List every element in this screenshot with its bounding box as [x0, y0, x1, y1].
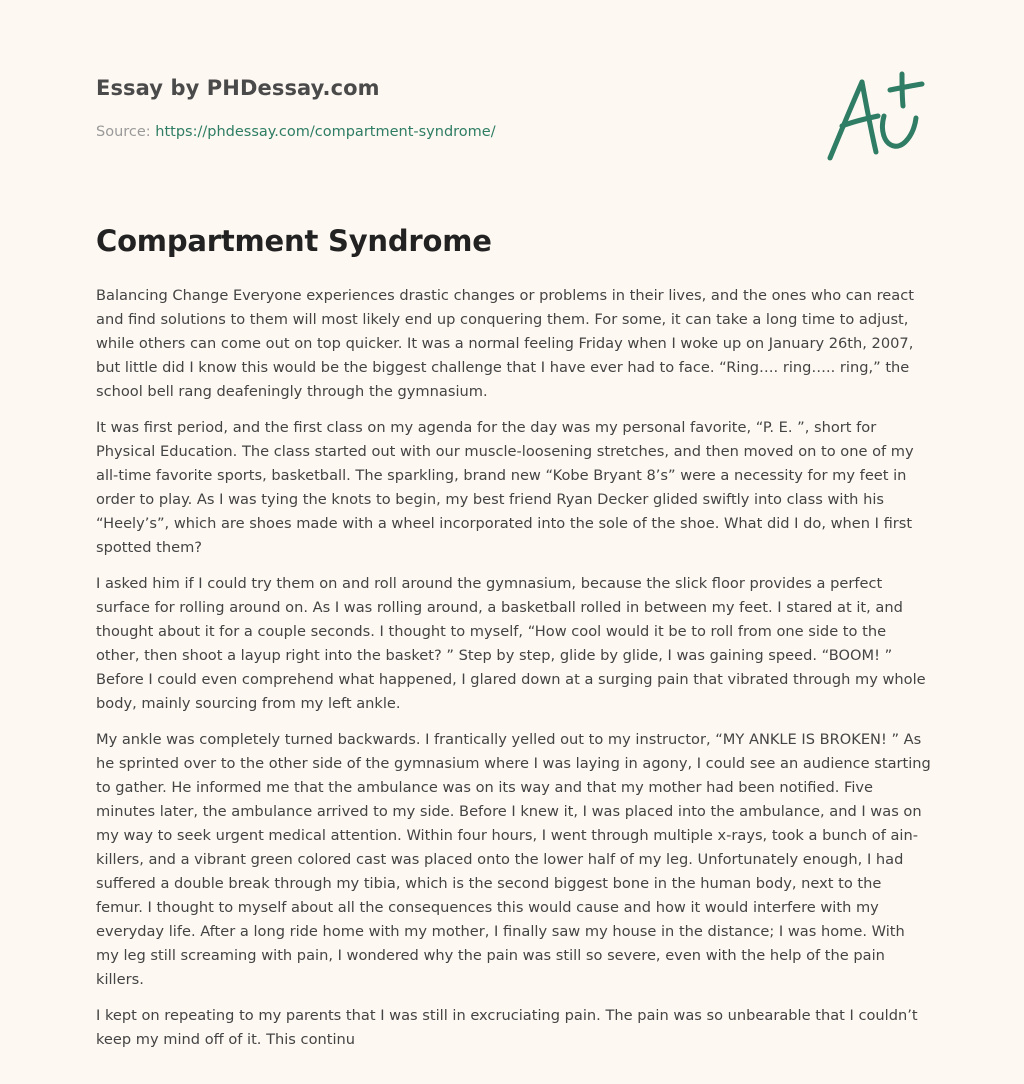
site-brand: Essay by PHDessay.com — [96, 76, 380, 100]
essay-paragraph: It was first period, and the first class on my agenda for the day was my personal favorite, “P. E. ”, short for Physical Education. The class started out with our muscle-loosening stretches, and then moved on to one of my all-time favorite sports, basketball. The sparkling, brand new “Kobe Bryant 8’s” were a necessity for my feet in order to play. As I was tying the knots to begin, my best friend Ryan Decker glided swiftly into class with his “Heely’s”, which are shoes made with a wheel incorporated into the sole of the shoe. What did I do, when I first spotted them? — [96, 419, 914, 556]
essay-paragraph: Balancing Change Everyone experiences drastic changes or problems in their lives, and the ones who can react and find solutions to them will most likely end up conquering them. For some, it can take a long time to adjust, while others can come out on top quicker. It was a normal feeling Friday when I woke up on January 26th, 2007, but little did I know this would be the biggest challenge that I have ever had to face. “Ring…. ring….. ring,” the school bell rang deafeningly through the gymnasium. — [96, 287, 914, 400]
essay-paragraph: I asked him if I could try them on and roll around the gymnasium, because the slick floor provides a perfect surface for rolling around on. As I was rolling around, a basketball rolled in between my feet. I stared at it, and thought about it for a couple seconds. I thought to myself, “How cool would it be to roll from one side to the other, then shoot a layup right into the basket? ” Step by step, glide by glide, I was gaining speed. “BOOM! ” Before I could even comprehend what happened, I glared down at a surging pain that vibrated through my whole body, mainly sourcing from my left ankle. — [96, 575, 926, 712]
essay-body — [96, 284, 932, 1064]
essay-title: Compartment Syndrome — [96, 224, 492, 258]
essay-paragraph: I kept on repeating to my parents that I was still in excruciating pain. The pain was so unbearable that I couldn’t keep my mind off of it. This continu — [96, 1007, 918, 1048]
source-link[interactable]: https://phdessay.com/compartment-syndrome/ — [155, 124, 496, 140]
source-line — [96, 124, 496, 140]
source-label: Source: — [96, 124, 151, 140]
essay-paragraph: My ankle was completely turned backwards. I frantically yelled out to my instructor, “MY ANKLE IS BROKEN! ” As he sprinted over to the other side of the gymnasium where I was laying in agony, I could see an audience starting to gather. He informed me that the ambulance was on its way and that my mother had been notified. Five minutes later, the ambulance arrived to my side. Before I knew it, I was placed into the ambulance, and I was on my way to seek urgent medical attention. Within four hours, I went through multiple x-rays, took a bunch of ain-killers, and a vibrant green colored cast was placed onto the lower half of my leg. Unfortunately enough, I had suffered a double break through my tibia, which is the second biggest bone in the human body, next to the femur. I thought to myself about all the consequences this would cause and how it would interfere with my everyday life. After a long ride home with my mother, I finally saw my house in the distance; I was home. With my leg still screaming with pain, I wondered why the pain was still so severe, even with the help of the pain killers. — [96, 731, 931, 988]
a-plus-logo-icon — [820, 64, 930, 168]
